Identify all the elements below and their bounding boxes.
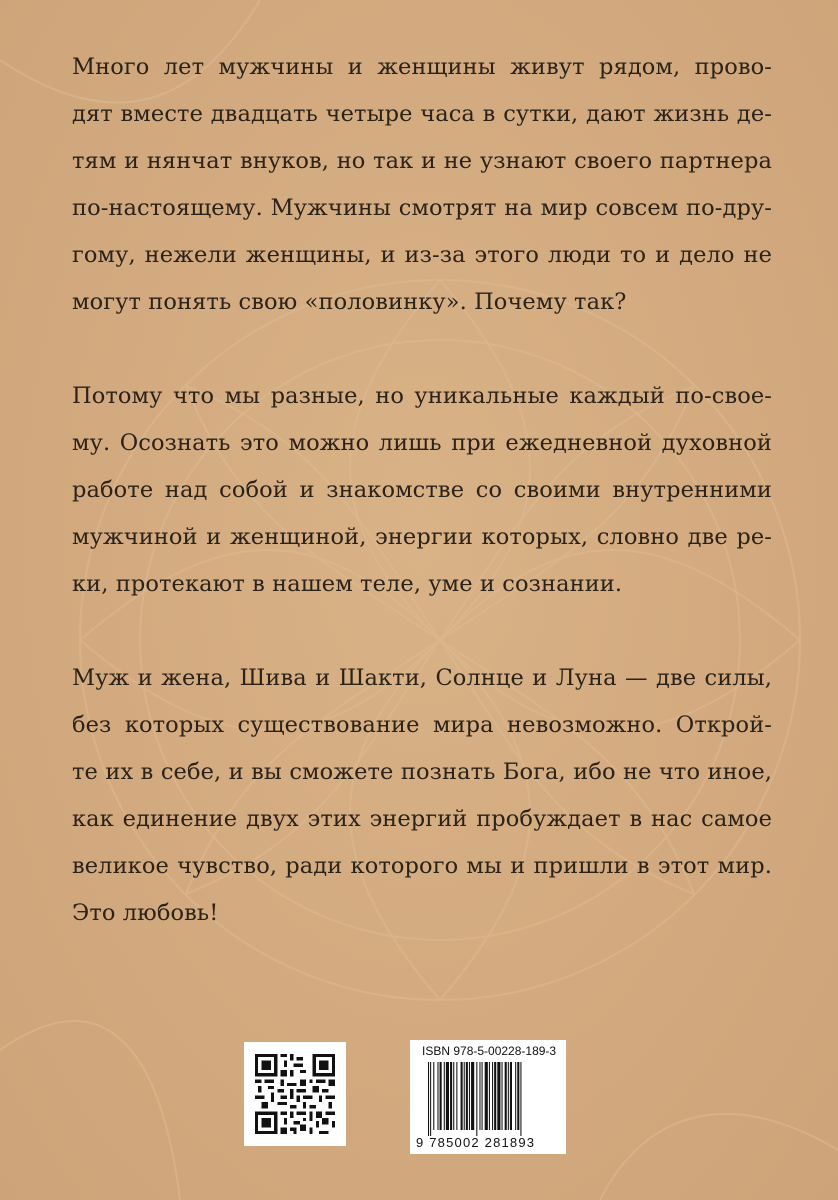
text-line: как единение двух этих энергий пробуждает в нас самое (72, 806, 772, 832)
barcode-bar (461, 1062, 463, 1130)
barcode-bar (464, 1062, 465, 1130)
text-line: ки, протекают в нашем теле, уме и сознании. (72, 571, 623, 597)
text-line: Потому что мы разные, но уникальные каждый по-свое- (72, 383, 772, 409)
qr-code[interactable] (244, 1042, 346, 1146)
text-line: те их в себе, и вы сможете познать Бога, ибо не что иное, (72, 759, 772, 785)
barcode-bar (466, 1062, 468, 1130)
text-line: великое чувство, ради которого мы и пришли в этот мир. (72, 853, 772, 879)
isbn-label: ISBN 978-5-00228-189-3 (422, 1044, 557, 1058)
barcode-bar (479, 1062, 480, 1130)
barcode-bar (510, 1062, 512, 1130)
barcode-bar (492, 1062, 493, 1130)
isbn-barcode-block (410, 1040, 566, 1154)
barcode-bar (450, 1062, 452, 1130)
barcode-bar (485, 1062, 488, 1130)
paragraph-1 (72, 44, 772, 326)
barcode-bar (520, 1062, 521, 1136)
barcode-bar (453, 1062, 454, 1130)
qr-code-icon (255, 1053, 335, 1135)
barcode-bar (469, 1062, 470, 1130)
barcode-bar (456, 1062, 457, 1130)
barcode-bar (428, 1062, 429, 1136)
barcode-bar (476, 1062, 477, 1136)
barcode-bar (482, 1062, 483, 1130)
barcode-bar (508, 1062, 509, 1130)
barcode-bar (433, 1062, 434, 1130)
paragraph-2 (72, 373, 772, 608)
barcode-bar (502, 1062, 503, 1130)
barcode-bar (440, 1062, 442, 1130)
barcode-bar (489, 1062, 490, 1130)
barcode-bar (517, 1062, 519, 1130)
barcode-bar (446, 1062, 449, 1130)
text-line: работе над собой и знакомстве со своими внутренними (72, 477, 772, 503)
description-text (72, 44, 772, 984)
barcode-bar (494, 1062, 496, 1130)
barcode-bar (430, 1062, 431, 1136)
barcode-bar (505, 1062, 507, 1130)
barcode-bar (497, 1062, 500, 1130)
barcode-icon (428, 1062, 558, 1136)
text-line: без которых существование мира невозможно. Открой- (72, 712, 772, 738)
text-line: дят вместе двадцать четыре часа в сутки, дают жизнь де- (72, 101, 772, 127)
text-line: по-настоящему. Мужчины смотрят на мир совсем по-дру- (72, 195, 772, 221)
text-line: гому, нежели женщины, и из-за этого люди то и дело не (72, 242, 772, 268)
barcode-bar (437, 1062, 438, 1130)
text-line: Это любовь! (72, 900, 219, 926)
text-line: Много лет мужчины и женщины живут рядом, прово- (72, 54, 772, 80)
text-line: мужчиной и женщиной, энергии которых, словно две ре- (72, 524, 772, 550)
isbn-digits: 9 785002 281893 (416, 1135, 536, 1150)
text-line: могут понять свою «половинку». Почему так? (72, 289, 627, 315)
text-line: тям и нянчат внуков, но так и не узнают своего партнера (72, 148, 772, 174)
text-line: Муж и жена, Шива и Шакти, Солнце и Луна — две силы, (72, 665, 772, 691)
barcode-bar (444, 1062, 445, 1130)
paragraph-3 (72, 655, 772, 937)
barcode-bar (471, 1062, 474, 1130)
text-line: му. Осознать это можно лишь при ежедневной духовной (72, 430, 772, 456)
barcode-bar (515, 1062, 516, 1130)
